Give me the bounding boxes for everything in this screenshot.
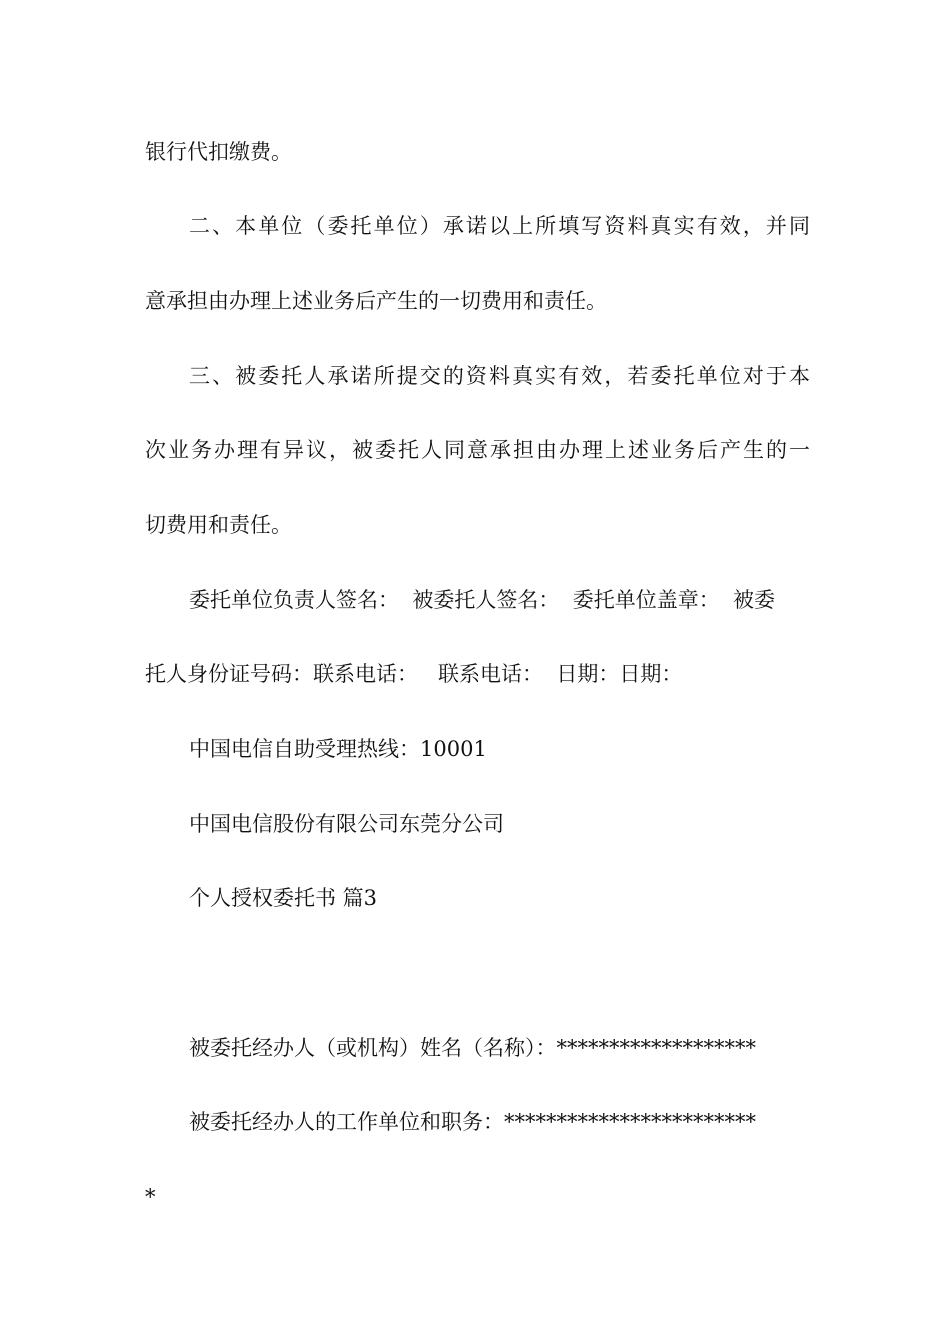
paragraph-line: 银行代扣缴费。 <box>145 140 292 164</box>
paragraph-line: 三、被委托人承诺所提交的资料真实有效，若委托单位对于本 <box>189 364 810 388</box>
signature-line: 委托单位负责人签名： 被委托人签名： 委托单位盖章： 被委 <box>189 588 776 612</box>
signature-line: 托人身份证号码：联系电话： 联系电话： 日期：日期： <box>145 662 683 686</box>
form-field-line: 被委托经办人（或机构）姓名（名称）：******************* <box>189 1036 756 1060</box>
section-heading: 个人授权委托书 篇3 <box>189 886 378 910</box>
paragraph-line: 意承担由办理上述业务后产生的一切费用和责任。 <box>145 289 607 313</box>
hotline-line: 中国电信自助受理热线：10001 <box>189 737 487 761</box>
form-field-line: * <box>145 1185 156 1209</box>
form-field-line: 被委托经办人的工作单位和职务：************************ <box>189 1110 756 1134</box>
company-name: 中国电信股份有限公司东莞分公司 <box>189 812 504 836</box>
paragraph-line: 二、本单位（委托单位）承诺以上所填写资料真实有效，并同 <box>189 214 810 238</box>
paragraph-line: 切费用和责任。 <box>145 513 292 537</box>
paragraph-line: 次业务办理有异议，被委托人同意承担由办理上述业务后产生的一 <box>145 438 810 462</box>
